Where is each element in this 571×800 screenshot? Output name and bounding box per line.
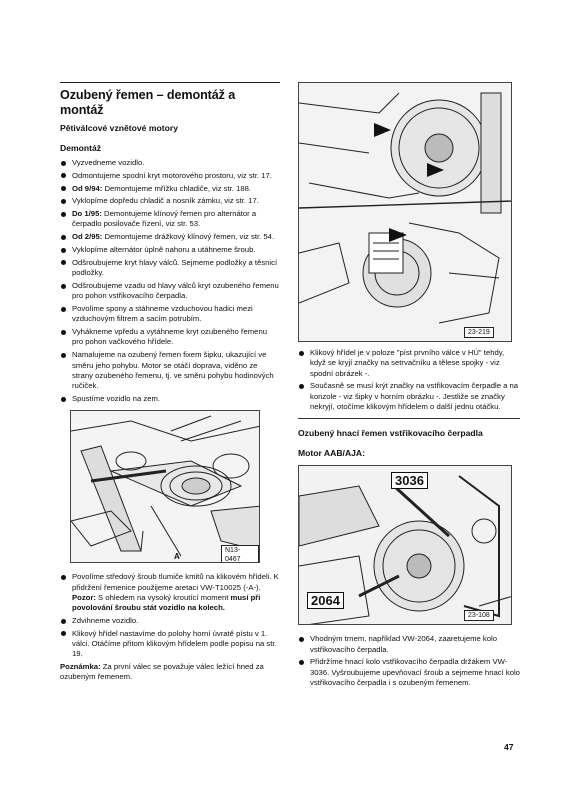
step-list-pump-pulley (298, 634, 520, 688)
step-text: Přidržíme hnací kolo vstřikovacího čerpadla držákem VW-3036. Vyšroubujeme upevňovací šroub a sejmeme hnací kolo vstřikovacího čerpadla i s ozubeným řemenem. (310, 657, 520, 687)
figure-callout-a: A (174, 552, 180, 562)
left-column (60, 82, 280, 683)
step-text: Odšroubujeme kryt hlavy válců. Sejmeme podložky a těsnicí podložky. (72, 257, 278, 278)
bullet-icon (61, 353, 66, 358)
page-title: Ozubený řemen – demontáž a montáž (60, 88, 236, 117)
right-column (298, 82, 520, 691)
list-item (60, 232, 280, 242)
step-text: Spustíme vozidlo na zem. (72, 393, 161, 403)
step-text: Vyzvedneme vozidlo. (72, 158, 145, 167)
step-list-timing-check (298, 348, 520, 412)
step-date-label: Do 1/95: (72, 209, 102, 219)
bullet-icon (61, 248, 66, 253)
list-item (60, 629, 280, 660)
list-item (60, 327, 280, 348)
step-text: Odmontujeme spodní kryt motorového prostoru, viz str. 17. (72, 170, 272, 180)
list-item (60, 572, 280, 613)
list-item (60, 394, 280, 404)
section-heading-demontaz: Demontáž (60, 143, 102, 153)
figure-crankshaft-pulley (70, 410, 260, 563)
bullet-icon (61, 575, 66, 580)
step-warning-label: Pozor: (72, 592, 96, 602)
note (60, 662, 280, 683)
step-text: Zdvihneme vozidlo. (72, 615, 139, 625)
list-item (60, 209, 280, 230)
bullet-icon (61, 330, 66, 335)
bullet-icon (61, 619, 66, 624)
step-text: Vyklopíme alternátor úplně nahoru a utáhneme šroub. (72, 245, 256, 255)
bullet-icon (61, 631, 66, 636)
bullet-icon (61, 260, 66, 265)
figure-label: 23-108 (464, 610, 494, 621)
step-date-label: Od 2/95: (72, 232, 103, 242)
list-item (60, 158, 280, 168)
note-text: Za první válec se považuje válec ležící hned za ozubeným řemenem. (60, 662, 264, 682)
list-item (60, 304, 280, 325)
bullet-icon (61, 212, 66, 217)
step-text: Demontujeme mřížku chladiče, viz str. 188. (102, 183, 252, 193)
section-rule (298, 418, 520, 419)
bullet-icon (299, 351, 304, 356)
bullet-icon (299, 384, 304, 389)
bullet-icon (299, 660, 304, 665)
step-list-crankshaft (60, 572, 280, 613)
list-item (60, 184, 280, 194)
tool-label-2064: 2064 (307, 592, 344, 609)
list-item (298, 657, 520, 688)
figure-timing-marks-drawing (299, 83, 512, 342)
list-item (60, 616, 280, 626)
bullet-icon (61, 161, 66, 166)
bullet-icon (61, 199, 66, 204)
step-text: Současně se musí krýt značky na vstřikovacím čerpadle a na konzole - viz šipky v horním obrázku -. Jestliže se značky nekryjí, otočíme klikovým hřídelem o další jednu otáčku. (310, 381, 519, 411)
bullet-icon (61, 307, 66, 312)
step-date-label: Od 9/94: (72, 183, 103, 193)
step-text: Povolíme spony a stáhneme vzduchovou hadici mezi vzduchovým filtrem a sacím potrubím. (72, 304, 253, 324)
page-number: 47 (504, 742, 514, 752)
list-item (60, 281, 280, 302)
figure-crankshaft-pulley-drawing (71, 411, 260, 563)
step-text: Vyklopíme dopředu chladič a nosník zámku, viz str. 17. (72, 196, 259, 206)
bullet-icon (61, 186, 66, 191)
note-label: Poznámka: (60, 662, 101, 672)
step-text: Namalujeme na ozubený řemen fixem šipku, ukazující ve směru jeho pohybu. Motor se otáčí doprava, viděno ze strany ozubeného řemenu, tj. ve směru pohybu hodinových ručiček. (72, 350, 274, 391)
list-item (60, 350, 280, 391)
list-item (298, 381, 520, 412)
step-text: Klikový hřídel nastavíme do polohy horní úvratě pístu v 1. válci. Otáčíme přitom klikovým hřídelem podle popisu na str. 19. (72, 628, 277, 659)
step-text: Povolíme středový šroub tlumiče kmitů na klikovém hřídeli. K přidržení řemenice použijeme aretaci VW-T10025 (-A-). (72, 572, 279, 592)
list-item (60, 258, 280, 279)
step-list-removal (60, 158, 280, 404)
title-rule (60, 82, 280, 83)
figure-timing-marks (298, 82, 512, 342)
figure-injection-pump-pulley (298, 465, 512, 625)
bullet-icon (61, 173, 66, 178)
step-text: Demontujeme drážkový klínový řemen, viz str. 54. (102, 232, 275, 242)
list-item (60, 196, 280, 206)
step-text: Odšroubujeme vzadu od hlavy válců kryt ozubeného řemenu pro pohon vstřikovacího čerpadla. (72, 280, 279, 301)
engine-code-heading: Motor AAB/AJA: (298, 448, 365, 459)
page-subtitle: Pětiválcové vznětové motory (60, 123, 178, 133)
list-item (298, 634, 520, 655)
bullet-icon (61, 284, 66, 289)
figure-label: 23-219 (464, 327, 494, 338)
figure-label: N13-0467 (221, 545, 259, 563)
bullet-icon (61, 235, 66, 240)
step-list-tdc (60, 616, 280, 660)
bullet-icon (299, 637, 304, 642)
bullet-icon (61, 397, 66, 402)
tool-label-3036: 3036 (391, 472, 428, 489)
list-item (60, 245, 280, 255)
list-item (60, 171, 280, 181)
step-text: S ohledem na vysoký kroutící moment (95, 592, 231, 602)
section-heading-injection-belt: Ozubený hnací řemen vstřikovacího čerpadla (298, 428, 483, 439)
step-warning-text: musí při povolování šroubu stát vozidlo na kolech. (72, 592, 261, 613)
step-text: Demontujeme klínový řemen pro alternátor a čerpadlo posilovače řízení, viz str. 53. (72, 209, 257, 229)
step-text: Vhodným trnem, například VW-2064, zaaretujeme kolo vstřikovacího čerpadla. (310, 634, 498, 654)
step-text: Klikový hřídel je v poloze "píst prvního válce v HÚ" tehdy, když se kryjí značky na setrvačníku a tělese spojky - viz spodní obrázek -. (310, 348, 505, 378)
step-text: Vyháknеme vpředu a vytáhneme kryt ozubeného řemenu pro pohon vačkového hřídele. (72, 327, 268, 347)
list-item (298, 348, 520, 379)
